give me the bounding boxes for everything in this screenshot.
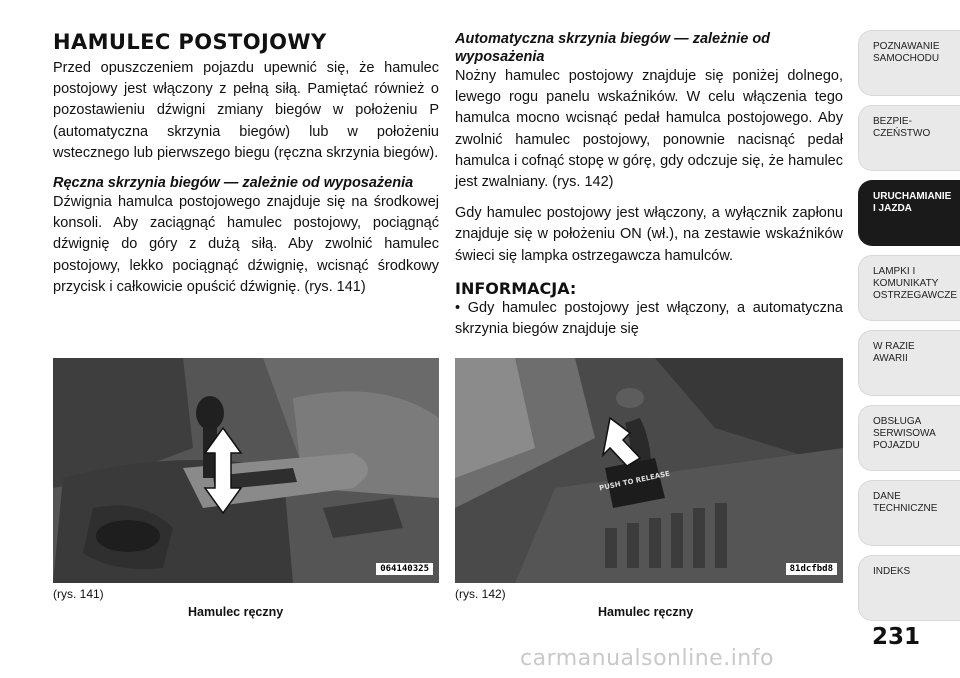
parking-pedal-illustration — [455, 358, 843, 583]
section-heading: HAMULEC POSTOJOWY — [53, 30, 327, 54]
automatic-transmission-paragraph: Nożny hamulec postojowy znajduje się poniżej dolnego, lewego rogu panelu wskaźników. W celu włączenia tego hamulca mocno wcisnąć pedał hamulca postojowego. Aby zwolnić hamulec postojowy, ponownie nacisnąć pedał hamulca i cofnąć stopę w górę, gdy odczuje się, że hamulec jest zwalniany. (rys. 142) — [455, 68, 843, 191]
pedal-text: PUSH TO RELEASE — [598, 469, 671, 493]
intro-paragraph: Przed opuszczeniem pojazdu upewnić się, że hamulec postojowy jest włączony z pełną siłą. Pamiętać również o pozostawieniu dźwigni zmiany biegów w położeniu P (automatyczna skrzynia biegów) lub w położeniu wstecznego lub pierwszego biegu (ręczna skrzynia biegów). — [53, 60, 439, 161]
figure-code-label: 81dcfbd8 — [786, 563, 837, 575]
watermark: carmanualsonline.info — [520, 646, 774, 671]
page-number: 231 — [872, 624, 921, 650]
manual-transmission-subheading: Ręczna skrzynia biegów — zależnie od wyposażenia — [53, 175, 414, 192]
handbrake-illustration — [53, 358, 439, 583]
figure-141-caption: Hamulec ręczny — [188, 605, 284, 619]
manual-transmission-paragraph: Dźwignia hamulca postojowego znajduje się na środkowej konsoli. Aby zaciągnąć hamulec postojowy, pociągnąć dźwignię do góry z dużą siłą. Aby zwolnić hamulec postojowy, lekko pociągnąć dźwignię, wcisnąć środkowy przycisk i całkowicie opuścić dźwignię. (rys. 141) — [53, 194, 439, 295]
right-column — [455, 30, 843, 340]
tab-bezpieczenstwo[interactable]: BEZPIE- CZEŃSTWO — [858, 105, 960, 171]
tab-indeks[interactable]: INDEKS — [858, 555, 960, 621]
figure-141-label: (rys. 141) — [53, 587, 104, 601]
automatic-transmission-subheading: Automatyczna skrzynia biegów — zależnie od wyposażenia — [455, 31, 771, 65]
figure-142-caption: Hamulec ręczny — [598, 605, 694, 619]
tab-lampki-i-komunikaty[interactable]: LAMPKI I KOMUNIKATY OSTRZEGAWCZE — [858, 255, 960, 321]
info-bullet: • Gdy hamulec postojowy jest włączony, a automatyczna skrzynia biegów znajduje się — [455, 299, 843, 338]
info-heading: INFORMACJA: — [455, 278, 577, 298]
tab-obsluga-serwisowa[interactable]: OBSŁUGA SERWISOWA POJAZDU — [858, 405, 960, 471]
figure-handbrake-lever — [53, 358, 439, 583]
tab-dane-techniczne[interactable]: DANE TECHNICZNE — [858, 480, 960, 546]
chapter-tabs — [858, 30, 960, 630]
figure-parking-pedal — [455, 358, 843, 583]
figure-142-label: (rys. 142) — [455, 587, 506, 601]
tab-poznawanie-samochodu[interactable]: POZNAWANIE SAMOCHODU — [858, 30, 960, 96]
left-column — [53, 30, 439, 308]
tab-uruchamianie-i-jazda[interactable]: URUCHAMIANIE I JAZDA — [858, 180, 960, 246]
warning-light-paragraph: Gdy hamulec postojowy jest włączony, a wyłącznik zapłonu znajduje się w położeniu ON (wł.), na zestawie wskaźników świeci się lampka ostrzegawcza hamulców. — [455, 205, 843, 264]
tab-w-razie-awarii[interactable]: W RAZIE AWARII — [858, 330, 960, 396]
figure-code-label: 064140325 — [376, 563, 433, 575]
